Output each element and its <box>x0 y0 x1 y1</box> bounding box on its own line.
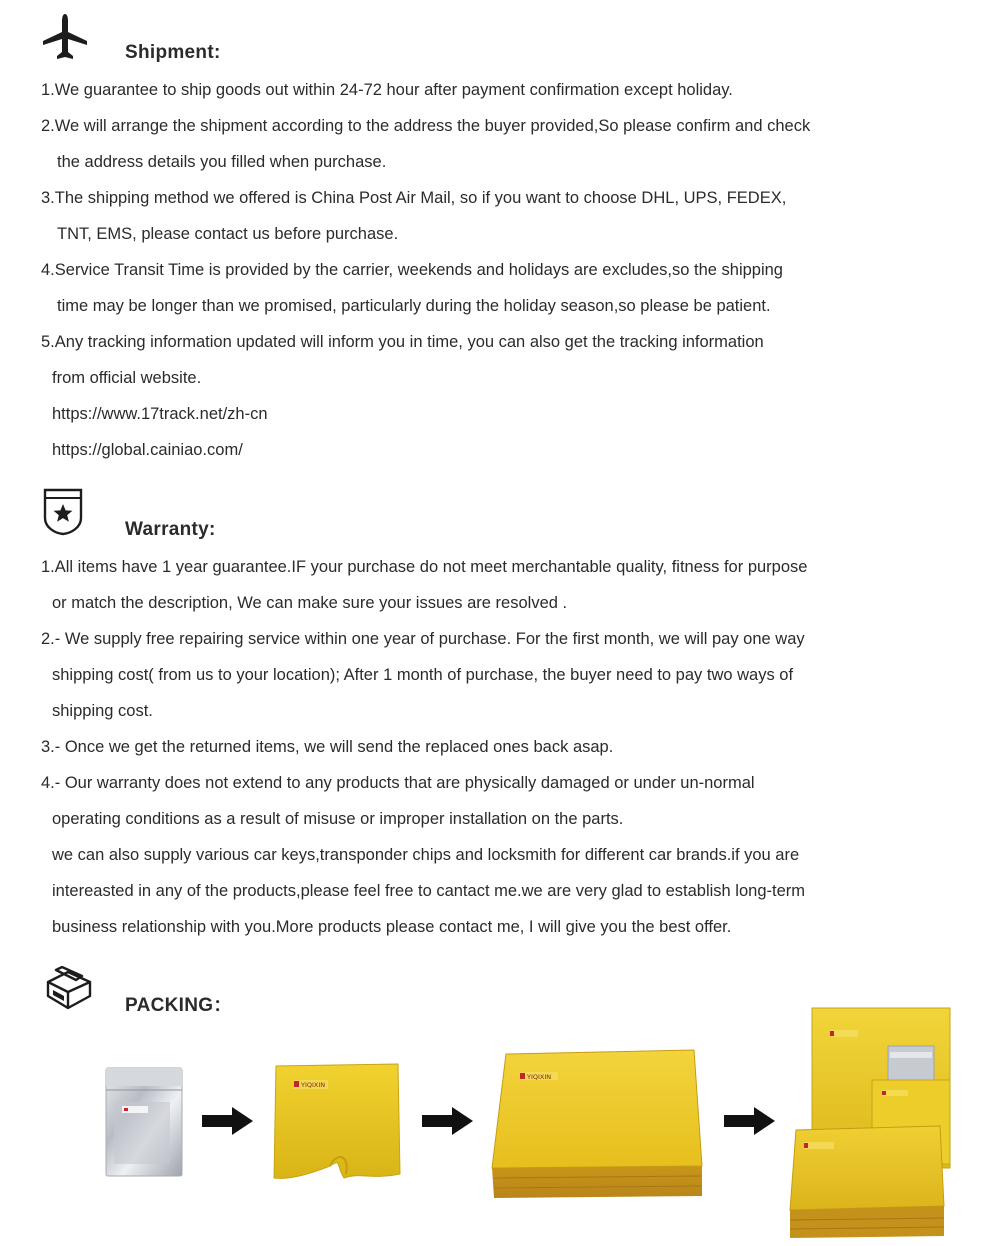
warranty-line: business relationship with you.More products please contact me, I will give you the best offer. <box>52 918 732 936</box>
warranty-line: or match the description, We can make sure your issues are resolved . <box>52 594 568 612</box>
box-icon <box>44 966 94 1012</box>
warranty-line: shipping cost( from us to your location); After 1 month of purchase, the buyer need to pay two ways of <box>52 666 794 684</box>
shield-star-icon <box>43 488 83 536</box>
tracking-link-cainiao[interactable]: https://global.cainiao.com/ <box>52 441 243 459</box>
foil-bag-photo <box>104 1066 184 1178</box>
tracking-link-17track[interactable]: https://www.17track.net/zh-cn <box>52 405 268 423</box>
shipment-line: TNT, EMS, please contact us before purchase. <box>57 225 399 243</box>
packing-heading: PACKING： <box>125 995 233 1016</box>
warranty-line: 3.- Once we get the returned items, we will send the replaced ones back asap. <box>41 738 614 756</box>
right-arrow-icon <box>724 1106 776 1136</box>
airplane-icon <box>40 12 90 62</box>
shipment-line: 2.We will arrange the shipment according to the address the buyer provided,So please confirm and check <box>41 117 811 135</box>
shipment-line: the address details you filled when purchase. <box>57 153 387 171</box>
shipment-line: 1.We guarantee to ship goods out within 24-72 hour after payment confirmation except holiday. <box>41 81 733 99</box>
shipment-heading: Shipment: <box>125 42 221 63</box>
box-brand-label: YIQIXIN <box>527 1073 552 1081</box>
right-arrow-icon <box>422 1106 474 1136</box>
package-set-photo <box>782 1006 962 1242</box>
warranty-heading: Warranty: <box>125 519 216 540</box>
warranty-line: 4.- Our warranty does not extend to any products that are physically damaged or under un-normal <box>41 774 755 792</box>
shipment-line: 3.The shipping method we offered is China Post Air Mail, so if you want to choose DHL, UPS, FEDEX, <box>41 189 787 207</box>
warranty-line: intereasted in any of the products,please feel free to cantact me.we are very glad to establish long-term <box>52 882 805 900</box>
yellow-box-photo <box>488 1046 708 1202</box>
warranty-line: 1.All items have 1 year guarantee.IF your purchase do not meet merchantable quality, fitness for purpose <box>41 558 808 576</box>
shipment-line: from official website. <box>52 369 202 387</box>
warranty-line: shipping cost. <box>52 702 153 720</box>
warranty-line: 2.- We supply free repairing service within one year of purchase. For the first month, we will pay one way <box>41 630 805 648</box>
warranty-line: we can also supply various car keys,transponder chips and locksmith for different car brands.if you are <box>52 846 800 864</box>
yellow-envelope-photo <box>270 1062 404 1188</box>
envelope-brand-label: YIQIXIN <box>301 1081 326 1089</box>
shipment-line: 5.Any tracking information updated will inform you in time, you can also get the tracking information <box>41 333 764 351</box>
warranty-line: operating conditions as a result of misuse or improper installation on the parts. <box>52 810 624 828</box>
shipment-line: 4.Service Transit Time is provided by the carrier, weekends and holidays are excludes,so the shipping <box>41 261 783 279</box>
right-arrow-icon <box>202 1106 254 1136</box>
shipment-line: time may be longer than we promised, particularly during the holiday season,so please be patient. <box>57 297 771 315</box>
